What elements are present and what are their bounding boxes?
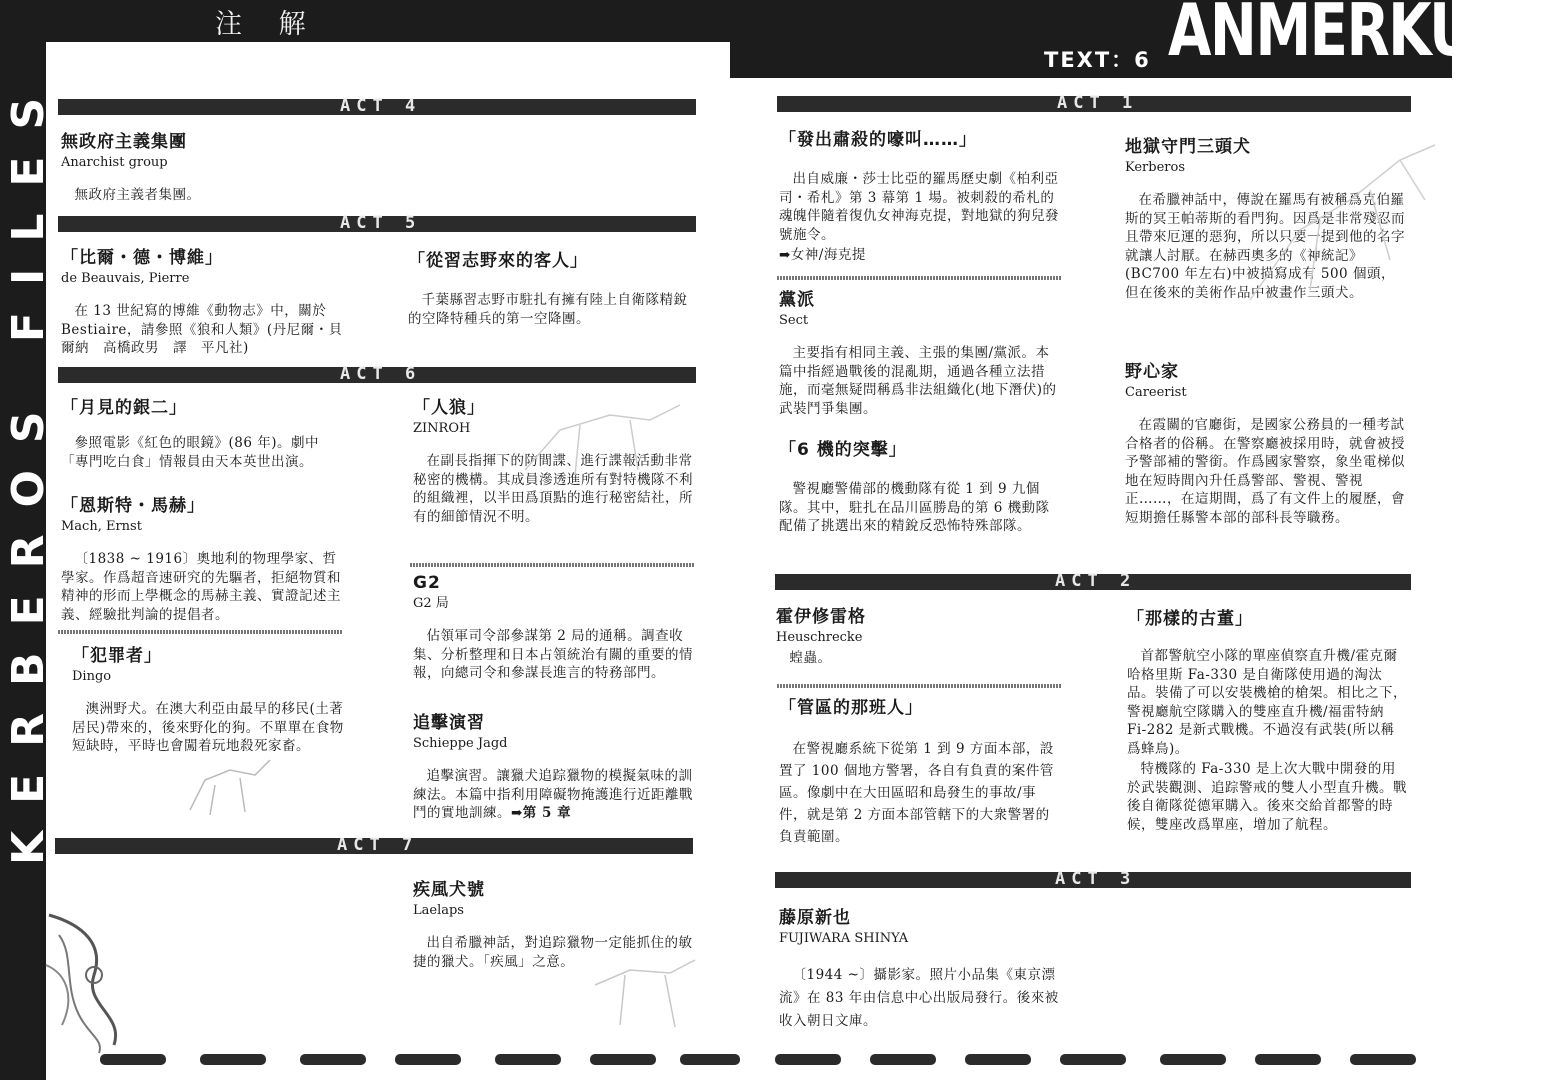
entry-dingo [72,644,354,756]
entry-body: 在副長指揮下的防間諜、進行諜報活動非常秘密的機構。其成員滲透進所有對特機隊不利的組織裡，以半田爲頂點的進行秘密結社，所有的細節情況不明。 [413,453,693,525]
act-1-bar [777,93,1411,113]
ornament-illustration [44,905,174,1055]
divider [410,563,694,567]
entry-subtitle: Anarchist group [61,155,168,170]
entry-body: 蝗蟲。 [789,650,832,666]
reference-link: ➡第 5 章 [511,805,572,821]
entry-subtitle: Careerist [1125,385,1187,400]
entry-body: 出自希臘神話，對追踪獵物一定能抓住的敏捷的獵犬。「疾風」之意。 [413,935,693,970]
dog-sketch-icon [185,750,275,820]
entry-body: 佔領軍司令部參謀第 2 局的通稱。調查收集、分析整理和日本占領統治有關的重要的情報，向總司令和參謀長進言的特務部門。 [413,628,693,681]
hound-sketch-icon [590,955,700,1035]
entry-body: 澳洲野犬。在澳大利亞由最早的移民(土著居民)帶來的，後來野化的狗。不單單在食物短缺時，平時也會闖着玩地殺死家畜。 [72,701,344,754]
entry-beauvais [61,246,343,358]
entry-body: 參照電影《紅色的眼鏡》(86 年)。劇中「專門吃白食」情報員由天本英世出演。 [61,435,320,470]
act-5-label: ACT 5 [340,213,422,233]
entry-subtitle: Dingo [72,669,112,684]
entry-body-text: 追擊演習。讓獵犬追踪獵物的模擬氣味的訓練法。本篇中指利用障礙物掩護進行近距離戰鬥的實地訓練。 [413,768,693,821]
act-6-bar [58,364,696,384]
entry-body: 在希臘神話中，傳說在羅馬有被稱爲克伯羅斯的冥王帕蒂斯的看門狗。因爲是非常殘忍而且帶來厄運的惡狗，所以只要一提到他的名字就讓人討厭。在赫西奧多的《神統記》(BC700 年左右)中被描寫成有 500 個頭，但在後來的美術作品中被畫作三頭犬。 [1125,192,1405,301]
entry-title: 野心家 [1125,362,1179,382]
act-7-label: ACT 7 [337,835,419,855]
entry-title: 「6 機的突擊」 [779,440,907,460]
entry-tsukimi-ginji [61,396,343,471]
entry-body: 出自威廉・莎士比亞的羅馬歷史劇《柏利亞司・希札》第 3 幕第 1 場。被刺殺的希札的魂魄伴隨着復仇女神海克提，對地獄的狗兒發號施令。 [779,171,1059,243]
entry-sixth-squad [779,438,1061,536]
wolf-sketch-icon [520,400,690,480]
entry-title: 「那樣的古董」 [1127,609,1253,629]
divider [777,684,1061,688]
act-5-bar [58,213,696,233]
entry-body: 〔1838 ~ 1916〕奧地利的物理學家、哲學家。作爲超音速研究的先驅者，拒絕物質和精神的形而上學概念的馬赫主義、實證記述主義、經驗批判論的提倡者。 [61,551,341,623]
brand-title: ANMERKUNG [1168,0,1563,72]
entry-sect [779,288,1061,418]
entry-title: 「恩斯特・馬赫」 [61,496,205,516]
entry-title: 「從習志野來的客人」 [408,251,588,271]
entry-title: 疾風犬號 [413,880,485,900]
entry-body: 首都警航空小隊的單座偵察直升機/霍克爾哈格里斯 Fa-330 是自衛隊使用過的淘汰品。裝備了可以安裝機槍的槍架。相比之下，警視廳航空隊購入的雙座直升機/福雷特納 Fi-282 是新式戰機。不過沒有武裝(所以稱爲蜂鳥)。 [1127,648,1407,757]
divider [777,276,1061,280]
act-4-bar [58,96,696,116]
act-3-bar [775,869,1411,889]
entry-title: 地獄守門三頭犬 [1125,137,1251,157]
entry-title: 「月見的銀二」 [61,398,187,418]
entry-title: 追擊演習 [413,713,485,733]
entry-title: 「比爾・德・博維」 [61,248,223,268]
entry-body [413,767,695,823]
entry-title: 黨派 [779,290,815,310]
entry-schieppe-jagd [413,711,695,823]
act-7-bar [55,835,693,855]
entry-subtitle: Kerberos [1125,160,1185,175]
entry-body: 在警視廳系統下從第 1 到 9 方面本部，設置了 100 個地方警署，各自有負責的案件管區。像劇中在大田區昭和島發生的事故/事件，就是第 2 方面本部管轄下的大衆警署的負責範圍。 [779,741,1054,845]
entry-body: 無政府主義者集團。 [74,187,201,203]
reference-link: ➡女神/海克提 [779,247,866,263]
entry-body-continued: 特機隊的 Fa-330 是上次大戰中開發的用於武裝觀測、追踪警戒的雙人小型直升機。戰後自衛隊從德軍購入。後來交給首都警的時候，雙座改爲單座，增加了航程。 [1127,761,1407,833]
entry-title: 「人狼」 [413,398,485,418]
entry-title: 霍伊修雷格 [776,607,866,627]
entry-anarchist-group [61,130,391,205]
entry-body: 千葉縣習志野市駐扎有擁有陸上自衛隊精銳的空降特種兵的第一空降團。 [408,292,688,327]
act-2-label: ACT 2 [1055,571,1137,591]
entry-antique [1127,607,1407,834]
entry-title: G2 [413,573,441,593]
entry-title: 「管區的那班人」 [779,698,923,718]
spine-label: KERBEROS FILES [3,70,54,865]
act-1-label: ACT 1 [1057,93,1139,113]
entry-subtitle: G2 局 [413,596,449,611]
entry-subtitle: Laelaps [413,903,464,918]
entry-subtitle: Sect [779,313,809,328]
act-3-label: ACT 3 [1055,869,1137,889]
binding-rings [100,1052,1440,1066]
page-title: 注 解 [215,9,320,40]
entry-body: 警視廳警備部的機動隊有從 1 到 9 九個隊。其中，駐扎在品川區勝島的第 6 機動隊配備了挑選出來的精銳反恐怖特殊部隊。 [779,481,1050,534]
entry-subtitle: de Beauvais, Pierre [61,271,190,286]
entry-subtitle: ZINROH [413,421,471,436]
divider [58,630,342,634]
act-6-label: ACT 6 [340,364,422,384]
entry-title: 「犯罪者」 [72,646,162,666]
entry-body: 〔1944 ~〕攝影家。照片小品集《東京漂流》在 83 年由信息中心出版局發行。後來被收入朝日文庫。 [779,967,1059,1029]
entry-subtitle: Mach, Ernst [61,519,142,534]
entry-body: 主要指有相同主義、主張的集團/黨派。本篇中指經過戰後的混亂期，通過各種立法措施，而毫無疑問稱爲非法組織化(地下潛伏)的武裝鬥爭集團。 [779,345,1057,417]
cerberus-sketch-icon [1240,140,1440,310]
entry-body: 在霞關的官廳街，是國家公務員的一種考試合格者的俗稱。在警察廳被採用時，就會被授予警部補的警銜。作爲國家警察，象坐電梯似地在短時間內升任爲警部、警視、警視正……，在這期間，爲了有文件上的履歷，會短期擔任縣警本部的部科長等職務。 [1125,417,1405,526]
entry-district [779,696,1061,848]
entry-howl [779,128,1061,265]
entry-subtitle: FUJIWARA SHINYA [779,931,909,946]
act-4-label: ACT 4 [340,96,422,116]
entry-subtitle: Heuschrecke [776,630,863,645]
entry-fujiwara [779,906,1061,1033]
entry-careerist [1125,360,1407,527]
entry-title: 「發出肅殺的嚎叫……」 [779,130,977,150]
top-banner-left [0,0,730,42]
entry-g2 [413,571,695,683]
entry-title: 藤原新也 [779,908,851,928]
text-number-label: TEXT：6 [1044,48,1151,72]
entry-title: 無政府主義集團 [61,132,187,152]
act-2-bar [775,571,1411,591]
entry-subtitle: Schieppe Jagd [413,736,508,751]
entry-body: 在 13 世紀寫的博維《動物志》中，關於 Bestiaire，請參照《狼和人類》(丹尼爾・貝爾納 高橋政男 譯 平凡社) [61,303,343,356]
entry-heuschrecke [776,605,1058,668]
entry-mach [61,494,343,624]
entry-narashino [408,249,693,328]
